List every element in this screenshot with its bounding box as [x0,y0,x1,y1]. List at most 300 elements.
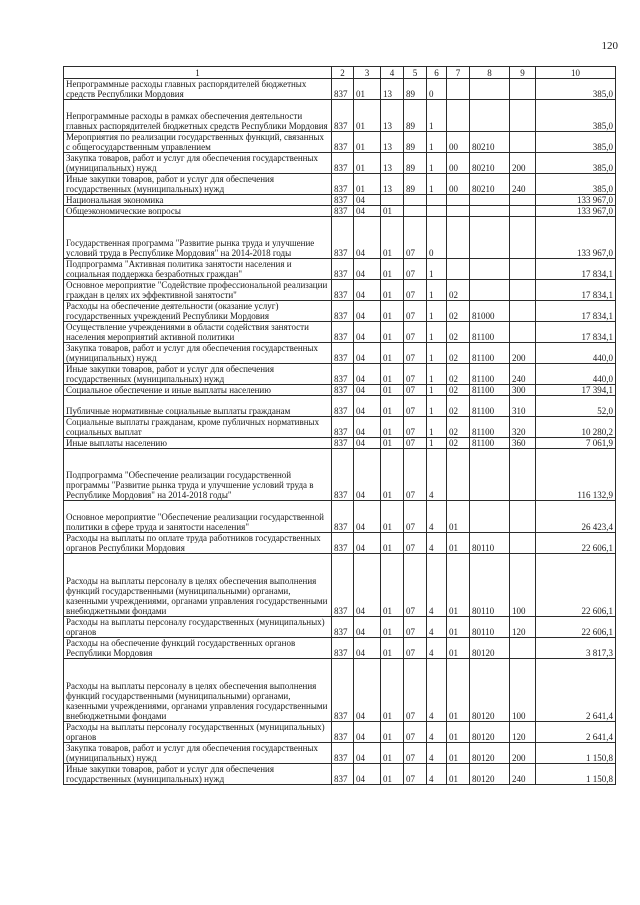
row-code-8: 81100 [470,322,510,343]
row-code-9: 200 [510,343,536,364]
row-code-3: 04 [354,617,381,638]
column-header: 2 [332,67,354,79]
row-code-4: 01 [381,743,404,764]
row-amount: 2 641,4 [536,722,616,743]
row-code-2: 837 [332,438,354,449]
row-code-3: 04 [354,343,381,364]
row-code-7: 02 [447,438,470,449]
row-name: Закупка товаров, работ и услуг для обеспечения государственных (муниципальных) нужд [64,343,332,364]
row-name: Осуществление учреждениями в области содействия занятости населения мероприятий активной политики [64,322,332,343]
row-code-7: 01 [447,659,470,722]
table-row [64,396,616,417]
row-code-6: 1 [427,153,447,174]
row-code-9: 200 [510,153,536,174]
row-name: Государственная программа "Развитие рынка труда и улучшение условий труда в Республике Мордовия" на 2014-2018 годы [64,217,332,259]
row-code-3: 01 [354,100,381,132]
table-row [64,764,616,785]
row-code-5: 07 [404,638,427,659]
table-row [64,533,616,554]
row-code-4: 01 [381,533,404,554]
row-code-7: 00 [447,153,470,174]
row-code-3: 04 [354,206,381,217]
row-code-5: 07 [404,385,427,396]
column-header: 7 [447,67,470,79]
row-code-4: 01 [381,322,404,343]
row-code-7: 02 [447,343,470,364]
row-code-3: 04 [354,554,381,617]
table-row [64,722,616,743]
table-row [64,438,616,449]
column-header: 10 [536,67,616,79]
row-code-6: 1 [427,343,447,364]
row-code-9 [510,195,536,206]
row-code-7: 01 [447,501,470,533]
row-code-5: 07 [404,343,427,364]
column-header: 3 [354,67,381,79]
row-name: Непрограммные расходы в рамках обеспечения деятельности главных распорядителей бюджетных средств Республики Мордовия [64,100,332,132]
row-code-8: 80120 [470,722,510,743]
row-code-5: 07 [404,322,427,343]
row-amount: 22 606,1 [536,554,616,617]
row-code-6: 4 [427,638,447,659]
row-code-3: 04 [354,396,381,417]
row-code-2: 837 [332,659,354,722]
row-code-9 [510,301,536,322]
row-code-2: 837 [332,301,354,322]
row-code-9 [510,322,536,343]
row-code-5: 89 [404,100,427,132]
row-amount: 385,0 [536,153,616,174]
row-code-4: 01 [381,364,404,385]
row-amount: 385,0 [536,132,616,153]
row-code-4: 01 [381,617,404,638]
row-code-9 [510,259,536,280]
row-code-4: 01 [381,280,404,301]
row-code-9: 320 [510,417,536,438]
row-code-5: 07 [404,438,427,449]
row-code-7: 02 [447,417,470,438]
row-code-2: 837 [332,259,354,280]
row-code-4: 13 [381,174,404,195]
row-code-9: 240 [510,764,536,785]
row-code-3: 04 [354,217,381,259]
row-code-2: 837 [332,385,354,396]
table-row [64,174,616,195]
table-row [64,617,616,638]
row-code-7: 02 [447,301,470,322]
row-code-4: 01 [381,217,404,259]
row-code-2: 837 [332,206,354,217]
row-code-7 [447,259,470,280]
row-code-8 [470,259,510,280]
row-name: Публичные нормативные социальные выплаты гражданам [64,396,332,417]
row-name: Подпрограмма "Активная политика занятости населения и социальная поддержка безработных граждан" [64,259,332,280]
row-amount: 440,0 [536,364,616,385]
row-code-8 [470,449,510,501]
row-amount: 22 606,1 [536,617,616,638]
row-code-6: 1 [427,322,447,343]
row-code-5: 07 [404,301,427,322]
row-code-6: 0 [427,79,447,100]
row-code-7: 01 [447,638,470,659]
row-name: Иные закупки товаров, работ и услуг для обеспечения государственных (муниципальных) нужд [64,174,332,195]
row-code-4: 13 [381,153,404,174]
row-code-2: 837 [332,174,354,195]
row-code-5: 07 [404,722,427,743]
row-name: Закупка товаров, работ и услуг для обеспечения государственных (муниципальных) нужд [64,153,332,174]
table-row [64,417,616,438]
row-code-3: 04 [354,385,381,396]
row-code-2: 837 [332,617,354,638]
row-code-3: 04 [354,438,381,449]
row-code-4: 01 [381,417,404,438]
row-code-5: 07 [404,259,427,280]
row-name: Закупка товаров, работ и услуг для обеспечения государственных (муниципальных) нужд [64,743,332,764]
row-code-7 [447,195,470,206]
row-code-8 [470,195,510,206]
row-code-5: 07 [404,217,427,259]
row-code-8: 80120 [470,764,510,785]
row-code-6: 4 [427,764,447,785]
row-code-7 [447,206,470,217]
row-code-8: 81100 [470,385,510,396]
row-amount: 385,0 [536,174,616,195]
table-row [64,280,616,301]
row-name: Национальная экономика [64,195,332,206]
row-amount: 385,0 [536,79,616,100]
row-code-8: 81100 [470,364,510,385]
row-amount: 17 394,1 [536,385,616,396]
row-code-3: 04 [354,533,381,554]
row-code-4: 01 [381,343,404,364]
column-header: 4 [381,67,404,79]
row-code-3: 04 [354,364,381,385]
row-code-6 [427,195,447,206]
row-code-9: 360 [510,438,536,449]
row-code-6: 1 [427,174,447,195]
row-code-4: 01 [381,259,404,280]
row-amount: 2 641,4 [536,659,616,722]
row-code-9 [510,449,536,501]
row-code-8 [470,217,510,259]
table-row [64,322,616,343]
row-code-6: 4 [427,501,447,533]
row-code-9 [510,132,536,153]
row-code-6: 1 [427,259,447,280]
row-code-7: 00 [447,132,470,153]
row-code-6: 0 [427,217,447,259]
row-code-8 [470,100,510,132]
row-name: Иные закупки товаров, работ и услуг для обеспечения государственных (муниципальных) нужд [64,764,332,785]
row-code-4: 01 [381,554,404,617]
row-code-2: 837 [332,638,354,659]
row-code-9 [510,206,536,217]
table-row [64,364,616,385]
row-code-4: 01 [381,449,404,501]
row-amount: 17 834,1 [536,301,616,322]
column-header: 9 [510,67,536,79]
row-code-8 [470,501,510,533]
row-name: Расходы на обеспечение функций государственных органов Республики Мордовия [64,638,332,659]
column-header: 5 [404,67,427,79]
row-code-8 [470,280,510,301]
row-amount: 7 061,9 [536,438,616,449]
row-code-8: 80110 [470,533,510,554]
row-code-5: 07 [404,743,427,764]
table-row [64,79,616,100]
table-row [64,217,616,259]
row-code-5 [404,195,427,206]
row-code-6: 1 [427,364,447,385]
row-code-7: 02 [447,280,470,301]
row-code-9: 240 [510,174,536,195]
column-header: 8 [470,67,510,79]
row-name: Иные закупки товаров, работ и услуг для обеспечения государственных (муниципальных) нужд [64,364,332,385]
row-code-9: 300 [510,385,536,396]
row-code-7: 01 [447,722,470,743]
row-code-5: 89 [404,174,427,195]
page-number: 120 [601,40,618,52]
row-code-7: 02 [447,396,470,417]
row-code-2: 837 [332,554,354,617]
row-name: Расходы на выплаты персоналу государственных (муниципальных) органов [64,617,332,638]
row-code-7: 02 [447,385,470,396]
row-code-8: 81100 [470,417,510,438]
row-code-9: 100 [510,659,536,722]
row-code-8: 81000 [470,301,510,322]
row-amount: 133 967,0 [536,217,616,259]
table-row [64,638,616,659]
row-amount: 116 132,9 [536,449,616,501]
table-header-row [64,67,616,79]
row-code-8: 80120 [470,638,510,659]
row-code-3: 04 [354,743,381,764]
row-code-8: 80210 [470,174,510,195]
row-code-8: 80110 [470,554,510,617]
row-code-5: 07 [404,617,427,638]
row-code-5: 07 [404,280,427,301]
row-name: Расходы на выплаты персоналу в целях обеспечения выполнения функций государственными (муниципальными) органами, казенными учреждениями, органами управления государственными внебюджетными фондами [64,659,332,722]
row-code-9: 310 [510,396,536,417]
row-name: Расходы на выплаты по оплате труда работников государственных органов Республики Мордовия [64,533,332,554]
row-code-9 [510,533,536,554]
row-code-3: 01 [354,132,381,153]
row-code-2: 837 [332,132,354,153]
row-amount: 1 150,8 [536,764,616,785]
row-code-7: 01 [447,743,470,764]
row-amount: 385,0 [536,100,616,132]
row-code-7 [447,100,470,132]
row-code-4: 01 [381,396,404,417]
row-name: Расходы на выплаты персоналу в целях обеспечения выполнения функций государственными (муниципальными) органами, казенными учреждениями, органами управления государственными внебюджетными фондами [64,554,332,617]
row-name: Основное мероприятие "Обеспечение реализации государственной политики в сфере труда и занятости населения" [64,501,332,533]
row-code-6: 4 [427,554,447,617]
row-code-8 [470,206,510,217]
row-code-3: 04 [354,659,381,722]
table-row [64,153,616,174]
row-name: Иные выплаты населению [64,438,332,449]
row-amount: 1 150,8 [536,743,616,764]
table-row [64,301,616,322]
row-code-3: 04 [354,301,381,322]
row-name: Основное мероприятие "Содействие профессиональной реализации граждан в целях их эффективной занятости" [64,280,332,301]
row-code-8: 81100 [470,343,510,364]
row-code-4: 01 [381,764,404,785]
row-amount: 440,0 [536,343,616,364]
row-code-2: 837 [332,364,354,385]
row-code-8: 80120 [470,743,510,764]
row-code-7: 01 [447,533,470,554]
row-name: Расходы на обеспечение деятельности (оказание услуг) государственных учреждений Республики Мордовия [64,301,332,322]
row-code-8: 80110 [470,617,510,638]
row-code-2: 837 [332,153,354,174]
row-code-6: 1 [427,385,447,396]
row-code-7: 01 [447,554,470,617]
row-code-3: 01 [354,174,381,195]
row-code-7 [447,217,470,259]
table-row [64,100,616,132]
row-code-6: 4 [427,449,447,501]
row-code-9 [510,100,536,132]
row-amount: 17 834,1 [536,322,616,343]
column-header: 1 [64,67,332,79]
table-row [64,385,616,396]
row-code-5: 07 [404,501,427,533]
row-code-5: 07 [404,764,427,785]
row-code-7: 01 [447,617,470,638]
row-code-7 [447,79,470,100]
row-code-7: 02 [447,364,470,385]
row-code-8: 80210 [470,132,510,153]
row-code-8: 81100 [470,438,510,449]
row-code-5: 07 [404,417,427,438]
row-code-7: 00 [447,174,470,195]
row-code-3: 04 [354,764,381,785]
row-code-4: 01 [381,301,404,322]
row-name: Социальное обеспечение и иные выплаты населению [64,385,332,396]
row-code-2: 837 [332,722,354,743]
row-code-8: 80210 [470,153,510,174]
table-row [64,206,616,217]
row-code-3: 04 [354,501,381,533]
row-code-7: 02 [447,322,470,343]
row-code-4: 01 [381,638,404,659]
row-code-3: 01 [354,79,381,100]
row-code-4: 01 [381,206,404,217]
row-code-9: 200 [510,743,536,764]
row-name: Мероприятия по реализации государственных функций, связанных с общегосударственным управлением [64,132,332,153]
row-code-5: 89 [404,153,427,174]
row-name: Социальные выплаты гражданам, кроме публичных нормативных социальных выплат [64,417,332,438]
row-code-2: 837 [332,217,354,259]
row-code-4: 13 [381,132,404,153]
table-row [64,659,616,722]
budget-table [63,66,616,785]
row-code-5: 07 [404,396,427,417]
row-code-9 [510,501,536,533]
row-code-8: 81100 [470,396,510,417]
table-body [64,79,616,785]
row-code-9: 100 [510,554,536,617]
row-code-4: 01 [381,501,404,533]
row-code-3: 04 [354,722,381,743]
row-name: Расходы на выплаты персоналу государственных (муниципальных) органов [64,722,332,743]
row-amount: 26 423,4 [536,501,616,533]
row-name: Непрограммные расходы главных распорядителей бюджетных средств Республики Мордовия [64,79,332,100]
table-row [64,501,616,533]
column-header: 6 [427,67,447,79]
row-code-2: 837 [332,280,354,301]
row-code-4: 01 [381,722,404,743]
table-row [64,132,616,153]
row-code-3: 01 [354,153,381,174]
row-code-2: 837 [332,322,354,343]
row-code-4: 01 [381,385,404,396]
table-row [64,449,616,501]
row-amount: 133 967,0 [536,206,616,217]
row-code-9 [510,217,536,259]
row-code-6 [427,206,447,217]
row-code-6: 1 [427,280,447,301]
row-code-2: 837 [332,396,354,417]
row-amount: 17 834,1 [536,280,616,301]
row-amount: 52,0 [536,396,616,417]
row-code-2: 837 [332,417,354,438]
row-amount: 17 834,1 [536,259,616,280]
row-code-3: 04 [354,638,381,659]
row-code-3: 04 [354,259,381,280]
row-code-5: 07 [404,449,427,501]
row-code-2: 837 [332,100,354,132]
table-row [64,259,616,280]
row-name: Подпрограмма "Обеспечение реализации государственной программы "Развитие рынка труда и улучшение условий труда в Республике Мордовия" на 2014-2018 годы" [64,449,332,501]
row-code-3: 04 [354,449,381,501]
row-code-6: 1 [427,417,447,438]
row-code-7 [447,449,470,501]
row-code-9: 120 [510,722,536,743]
row-code-9: 240 [510,364,536,385]
row-code-4: 01 [381,659,404,722]
row-code-4 [381,195,404,206]
row-code-6: 1 [427,100,447,132]
row-name: Общеэкономические вопросы [64,206,332,217]
table-row [64,195,616,206]
row-code-5: 89 [404,132,427,153]
row-code-5: 07 [404,364,427,385]
row-code-6: 4 [427,722,447,743]
row-amount: 3 817,3 [536,638,616,659]
row-code-2: 837 [332,449,354,501]
table-row [64,343,616,364]
row-code-2: 837 [332,343,354,364]
row-code-3: 04 [354,322,381,343]
row-code-6: 4 [427,617,447,638]
row-code-6: 4 [427,659,447,722]
table-row [64,554,616,617]
row-code-8 [470,79,510,100]
row-amount: 22 606,1 [536,533,616,554]
row-code-2: 837 [332,533,354,554]
row-amount: 10 280,2 [536,417,616,438]
row-code-2: 837 [332,764,354,785]
row-code-9 [510,280,536,301]
row-code-3: 04 [354,417,381,438]
row-code-2: 837 [332,743,354,764]
row-code-7: 01 [447,764,470,785]
row-code-6: 1 [427,132,447,153]
row-code-5: 07 [404,533,427,554]
row-code-4: 13 [381,79,404,100]
